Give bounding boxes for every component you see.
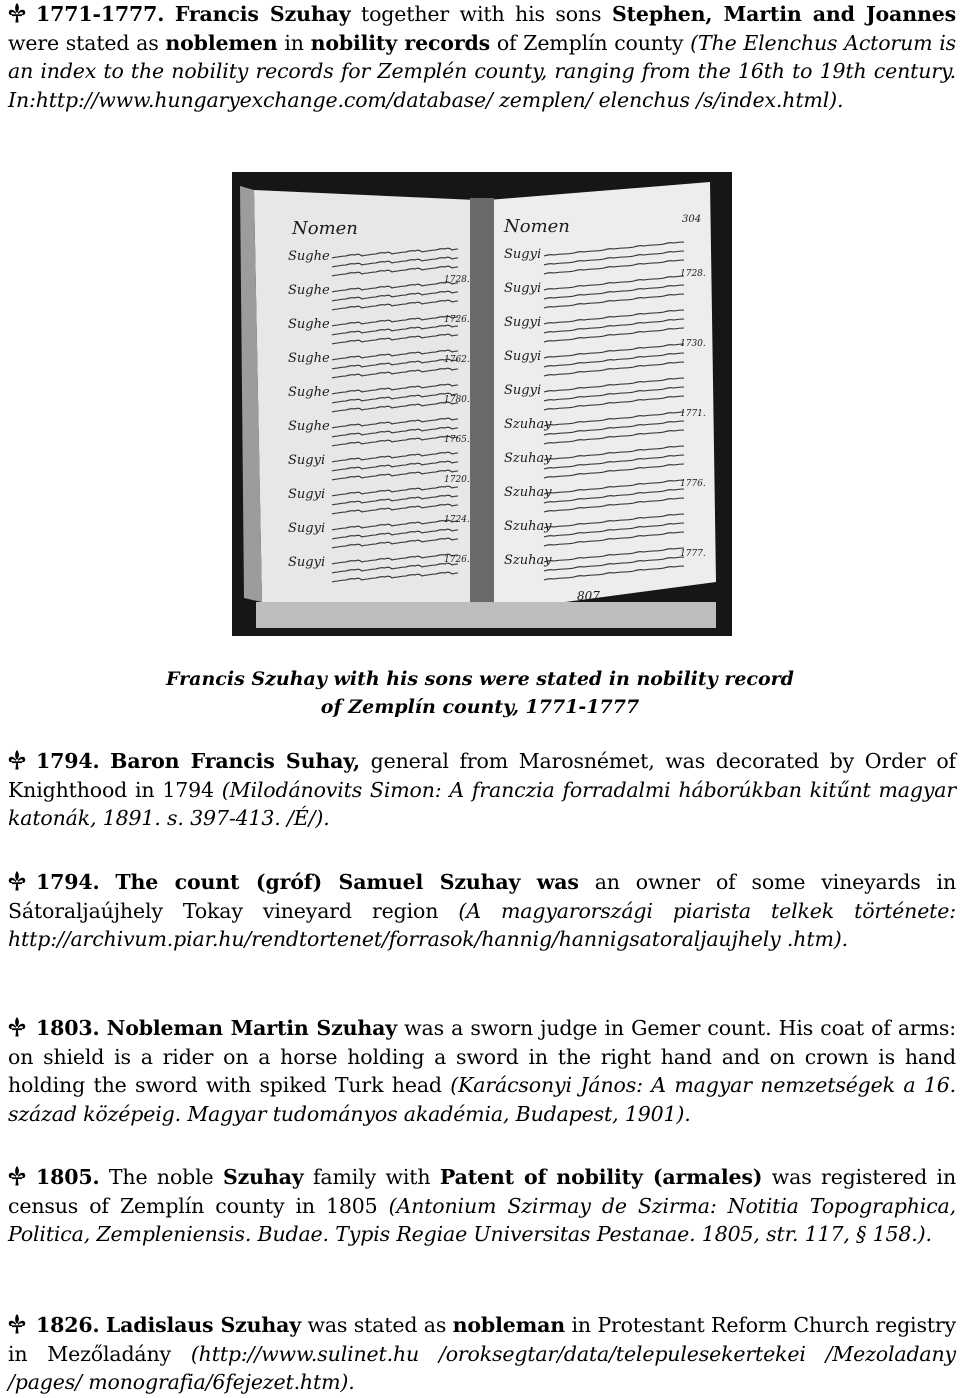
entry-text: in [277, 30, 311, 55]
entry-text: nobleman [452, 1313, 566, 1337]
entry-text: an owner of some vineyards in Sátoraljaújhely Tokay vineyard region [8, 870, 956, 923]
ledger-left-year: 1765. [444, 435, 470, 445]
fleur-de-lis-icon [8, 871, 26, 891]
ledger-left-header: Nomen [292, 218, 358, 239]
entry-text: were stated as [8, 30, 166, 55]
ledger-left-year: 1780. [444, 395, 470, 405]
ledger-left-name: Sugyi [288, 521, 326, 536]
figure-caption [0, 665, 960, 721]
ledger-left-year: 1726. [444, 315, 470, 325]
ledger-right-name: Szuhay [504, 451, 552, 466]
ledger-left-name: Sughe [288, 351, 330, 366]
ledger-right-year: 1777. [680, 549, 706, 559]
entry-text: in Protestant Reform Church registry in Mezőladány [8, 1313, 956, 1366]
ledger-left-name: Sugyi [288, 555, 326, 570]
entry-citation: (The Elenchus Actorum is an index to the nobility records for Zemplén county, ranging from the 16th to 19th century. In:http://www.hungaryexchange.com/database/ zemplen/ elenchus /s/index.html). [8, 30, 956, 113]
entry-text: Francis Szuhay [174, 2, 351, 26]
entry-1771 [8, 0, 956, 115]
ledger-right-year: 1730. [680, 339, 706, 349]
entry-text: together with his sons [350, 2, 612, 26]
ledger-left-name: Sughe [288, 249, 330, 264]
ledger-left-name: Sughe [288, 385, 330, 400]
entry-text: Baron Francis Suhay, [110, 749, 360, 773]
ledger-right-name: Sugyi [504, 383, 542, 398]
ledger-right-year: 1776. [680, 479, 706, 489]
entry-text: Nobleman Martin Szuhay [106, 1016, 397, 1040]
caption-line-1: Francis Szuhay with his sons were stated in nobility record [166, 668, 794, 690]
ledger-left-name: Sugyi [288, 487, 326, 502]
entry-1803 [8, 1014, 956, 1129]
ledger-left-year: 1762. [444, 355, 470, 365]
ledger-left-name: Sughe [288, 317, 330, 332]
ledger-left-year: 1726. [444, 555, 470, 565]
entry-year: 1826. [36, 1313, 100, 1337]
ledger-right-year: 1771. [680, 409, 706, 419]
entry-1826 [8, 1311, 956, 1397]
ledger-right-name: Sugyi [504, 281, 542, 296]
nobility-record-photo [232, 172, 732, 636]
entry-year: 1805. [36, 1165, 100, 1189]
entry-text: The noble [108, 1165, 223, 1189]
entry-text: noblemen [165, 30, 278, 55]
entry-year: 1771-1777. [36, 2, 165, 26]
entry-text: Stephen, Martin and Joannes [611, 2, 956, 26]
ledger-folio-number: 807 [577, 589, 600, 603]
entry-text: nobility records [310, 30, 491, 55]
entry-citation: (Antonium Szirmay de Szirma: Notitia Topographica, Politica, Zempleniensis. Budae. Typis Regiae Universitas Pestanae. 1805, str. 117, § 158.). [8, 1193, 956, 1247]
ledger-left-name: Sughe [288, 419, 330, 434]
fleur-de-lis-icon [8, 1017, 26, 1037]
ledger-image [232, 172, 732, 636]
ledger-left-year: 1728. [444, 275, 470, 285]
ledger-right-name: Sugyi [504, 247, 542, 262]
entry-text: Szuhay [222, 1165, 304, 1189]
ledger-right-name: Szuhay [504, 485, 552, 500]
ledger-right-name: Sugyi [504, 315, 542, 330]
entry-text: of Zemplín county [490, 30, 691, 55]
ledger-page-number: 304 [682, 214, 702, 225]
entry-1794-baron [8, 747, 956, 833]
entry-text: The count (gróf) Samuel Szuhay was [115, 870, 579, 894]
entry-citation: (http://www.sulinet.hu /oroksegtar/data/telepulesekertekei /Mezoladany /pages/ monografia/6fejezet.htm). [8, 1341, 956, 1395]
entry-year: 1794. [36, 870, 100, 894]
ledger-right-header: Nomen [504, 216, 570, 237]
ledger-left-year: 1724. [444, 515, 470, 525]
entry-citation: (Milodánovits Simon: A franczia forradalmi háborúkban kitűnt magyar katonák, 1891. s. 397-413. /É/). [8, 777, 956, 831]
entry-text: was a sworn judge in Gemer count. His coat of arms: on shield is a rider on a horse holding a sword in the right hand and on crown is hand holding the sword with spiked Turk head [8, 1016, 956, 1098]
entry-citation: (A magyarországi piarista telkek története: http://archivum.piar.hu/rendtortenet/forrasok/hannig/hannigsatoraljaujhely .htm). [8, 898, 957, 952]
fleur-de-lis-icon [8, 3, 26, 23]
entry-1805 [8, 1163, 956, 1249]
entry-year: 1803. [36, 1016, 100, 1040]
ledger-right-name: Szuhay [504, 519, 552, 534]
entry-text: Patent of nobility (armales) [439, 1165, 763, 1189]
ledger-right-name: Szuhay [504, 553, 552, 568]
entry-text: general from Marosnémet, was decorated by Order of Knighthood in 1794 [8, 749, 956, 802]
ledger-right-year: 1728. [680, 269, 706, 279]
ledger-right-name: Sugyi [504, 349, 542, 364]
entry-year: 1794. [36, 749, 100, 773]
entry-text: was registered in census of Zemplín county in 1805 [8, 1165, 956, 1218]
entry-1794-count [8, 868, 956, 954]
ledger-left-name: Sugyi [288, 453, 326, 468]
entry-text: Ladislaus Szuhay [105, 1313, 302, 1337]
fleur-de-lis-icon [8, 1166, 26, 1186]
entry-citation: (Karácsonyi János: A magyar nemzetségek a 16. század középeig. Magyar tudományos akadémia, Budapest, 1901). [8, 1073, 956, 1127]
entry-text: family with [303, 1165, 440, 1189]
entry-text: was stated as [301, 1313, 453, 1337]
ledger-left-name: Sughe [288, 283, 330, 298]
caption-line-2: of Zemplín county, 1771-1777 [320, 696, 640, 718]
ledger-left-year: 1720. [444, 475, 470, 485]
ledger-right-name: Szuhay [504, 417, 552, 432]
fleur-de-lis-icon [8, 750, 26, 770]
fleur-de-lis-icon [8, 1314, 26, 1334]
